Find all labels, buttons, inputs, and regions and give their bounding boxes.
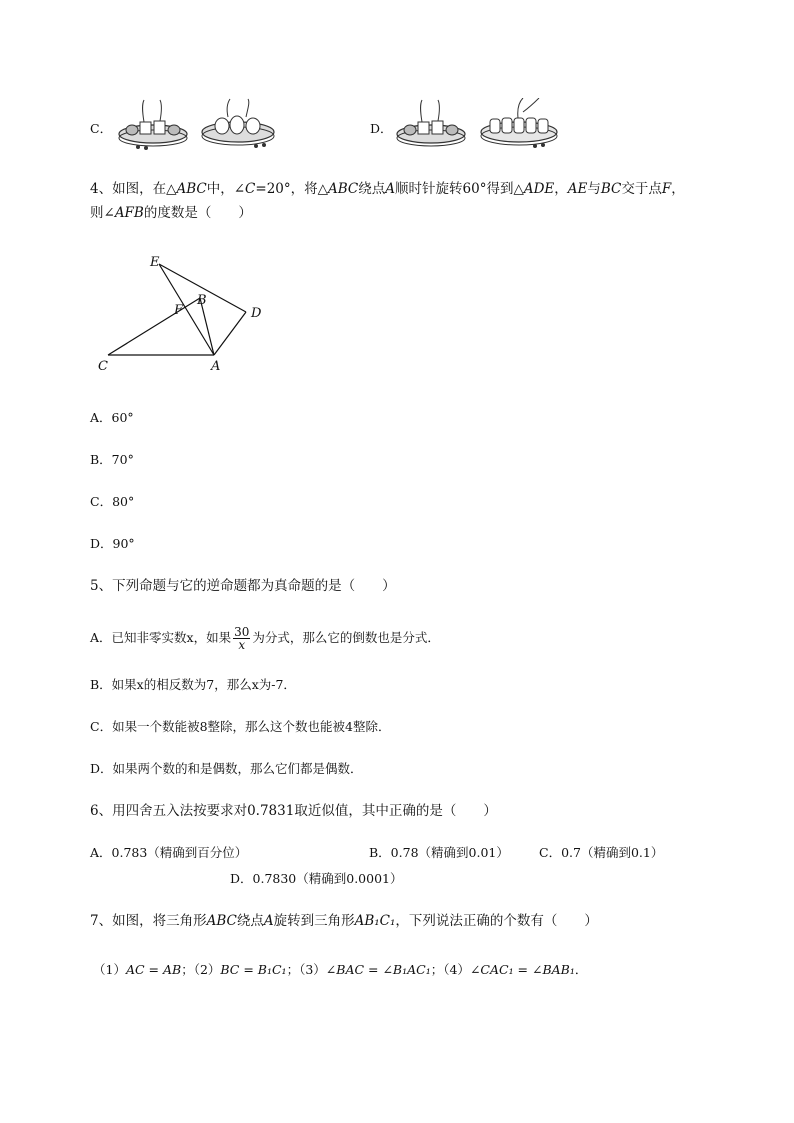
q6-stem: 6、用四舍五入法按要求对0.7831取近似值，其中正确的是（ ） [90,803,497,819]
q6-option-a[interactable]: A．0.783（精确到百分位） [90,845,248,860]
statement-2: BC = B₁C₁ [220,962,287,977]
q5-option-c[interactable]: C．如果一个数能被8整除，那么这个数也能被4整除． [90,719,391,734]
q5-option-d[interactable]: D．如果两个数的和是偶数，那么它们都是偶数． [90,761,363,776]
segment-ea [159,264,214,355]
segment-da [214,312,246,355]
q5-option-b[interactable]: B．如果x的相反数为7，那么x为-7． [90,677,296,692]
label-c: C [98,359,108,374]
label-f: F [174,303,184,318]
statement-3: ∠BAC = ∠B₁AC₁ [325,962,431,977]
q6-option-b[interactable]: B．0.78（精确到0.01） [369,845,509,860]
q4-option-a[interactable]: A．60° [90,410,134,425]
q5-option-a[interactable]: A．已知非零实数x，如果 $\frac{30}{x}$ 为分式，那么它的倒数也是分式． [90,625,440,652]
q5-stem: 5、下列命题与它的逆命题都为真命题的是（ ） [90,578,396,594]
q3-option-c-image [116,98,278,158]
q4-option-d[interactable]: D．90° [90,536,135,551]
q4-stem-line2: 则∠AFB的度数是（ ） [90,205,252,221]
q4-stem-line1: 4、如图，在△ABC中，∠C=20°，将△ABC绕点A顺时针旋转60°得到△ADE，AE与BC交于点F， [90,181,685,197]
q6-option-c[interactable]: C．0.7（精确到0.1） [539,845,664,860]
q3-option-d-image [393,98,561,158]
label-b: B [197,293,207,308]
fraction-30-over-x: $\frac{30}{x}$ [234,625,250,652]
segment-cb [108,298,200,355]
q6-option-d[interactable]: D．0.7830（精确到0.0001） [230,871,403,886]
label-a: A [211,359,221,374]
q4-option-c[interactable]: C．80° [90,494,135,509]
q7-stem: 7、如图，将三角形ABC绕点A旋转到三角形AB₁C₁，下列说法正确的个数有（ ） [90,913,598,929]
statement-4: ∠CAC₁ = ∠BAB₁ [469,962,575,977]
label-d: D [251,306,262,321]
q7-statements: （1）AC = AB；（2）BC = B₁C₁；（3）∠BAC = ∠B₁AC₁；（4）∠CAC₁ = ∠BAB₁． [93,962,588,977]
q3-option-c-label[interactable]: C． [90,121,113,136]
statement-1: AC = AB [125,962,182,977]
q4-option-b[interactable]: B．70° [90,452,134,467]
q3-option-d-label[interactable]: D． [370,121,393,136]
label-e: E [150,255,160,270]
q4-geometry-figure [90,250,280,380]
